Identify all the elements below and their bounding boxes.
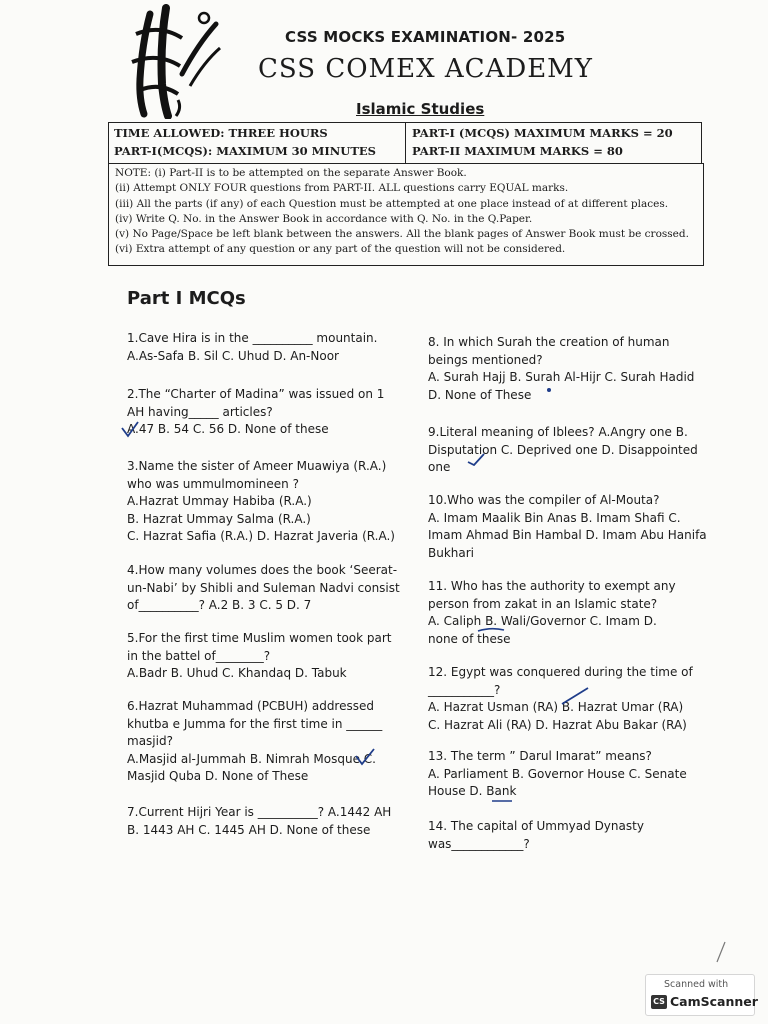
question-1 bbox=[127, 330, 402, 365]
question-line: 14. The capital of Ummyad Dynasty bbox=[428, 819, 644, 833]
question-line: 3.Name the sister of Ameer Muawiya (R.A.) bbox=[127, 459, 387, 473]
question-line: 8. In which Surah the creation of human bbox=[428, 335, 670, 349]
question-line: D. None of These bbox=[428, 387, 532, 402]
marks-table-right bbox=[407, 123, 701, 163]
pen-tick-icon bbox=[560, 686, 590, 708]
question-line: ___________? bbox=[428, 682, 501, 697]
note-line: (ii) Attempt ONLY FOUR questions from PART-II. ALL questions carry EQUAL marks. bbox=[115, 182, 569, 195]
question-line: 10.Who was the compiler of Al-Mouta? bbox=[428, 493, 660, 507]
question-14 bbox=[428, 818, 718, 853]
question-line: Disputation C. Deprived one D. Disappointed bbox=[428, 442, 698, 457]
note-line: (v) No Page/Space be left blank between the answers. All the blank pages of Answer Book must be crossed. bbox=[115, 228, 689, 241]
question-11 bbox=[428, 578, 718, 648]
question-8 bbox=[428, 334, 718, 404]
pen-tick-icon bbox=[120, 420, 140, 440]
marks-table-left bbox=[109, 123, 406, 163]
pen-underline-icon bbox=[476, 626, 506, 634]
section-title: Part I MCQs bbox=[127, 288, 246, 309]
question-line: A. Caliph B. Wali/Governor C. Imam D. bbox=[428, 614, 657, 628]
question-13 bbox=[428, 748, 718, 801]
question-line: beings mentioned? bbox=[428, 352, 543, 367]
pen-underline-icon bbox=[490, 798, 514, 804]
question-line: B. 1443 AH C. 1445 AH D. None of these bbox=[127, 822, 371, 837]
question-line: person from zakat in an Islamic state? bbox=[428, 596, 658, 611]
question-10 bbox=[428, 492, 718, 562]
question-6 bbox=[127, 698, 402, 786]
question-line: Bukhari bbox=[428, 545, 475, 560]
question-line: of__________? A.2 B. 3 C. 5 D. 7 bbox=[127, 598, 312, 612]
question-line: A. Imam Maalik Bin Anas B. Imam Shafi C. bbox=[428, 510, 681, 525]
camscanner-logo-icon: CS bbox=[651, 995, 667, 1009]
question-line: House D. Bank bbox=[428, 784, 517, 798]
subject-title: Islamic Studies bbox=[356, 100, 485, 118]
note-line: (iii) All the parts (if any) of each Question must be attempted at one place instead of at different places. bbox=[115, 197, 669, 210]
question-3 bbox=[127, 458, 402, 546]
scanner-brand: CamScanner bbox=[670, 994, 758, 1009]
question-line: 12. Egypt was conquered during the time of bbox=[428, 665, 693, 679]
scanner-caption: Scanned with bbox=[664, 979, 729, 990]
question-line: 6.Hazrat Muhammad (PCBUH) addressed bbox=[127, 699, 374, 713]
question-line: Imam Ahmad Bin Hambal D. Imam Abu Hanifa bbox=[428, 528, 707, 542]
question-line: un-Nabi’ by Shibli and Suleman Nadvi consist bbox=[127, 580, 400, 595]
question-line: khutba e Jumma for the first time in ______ bbox=[127, 716, 383, 731]
academy-name: CSS COMEX ACADEMY bbox=[258, 54, 593, 84]
pen-tick-icon bbox=[466, 452, 486, 466]
question-7 bbox=[127, 804, 402, 839]
time-allowed: TIME ALLOWED: THREE HOURS bbox=[114, 126, 328, 140]
marks-table bbox=[108, 122, 702, 164]
question-line: masjid? bbox=[127, 734, 173, 748]
question-5 bbox=[127, 630, 402, 683]
academy-logo-icon bbox=[120, 4, 230, 119]
instructions-box bbox=[108, 163, 704, 266]
part1-marks: PART-I (MCQS) MAXIMUM MARKS = 20 bbox=[412, 126, 673, 140]
question-4 bbox=[127, 562, 402, 615]
part1-time: PART-I(MCQS): MAXIMUM 30 MINUTES bbox=[114, 144, 376, 158]
question-line: A.Badr B. Uhud C. Khandaq D. Tabuk bbox=[127, 666, 347, 680]
note-line: (iv) Write Q. No. in the Answer Book in accordance with Q. No. in the Q.Paper. bbox=[115, 212, 533, 225]
question-line: one bbox=[428, 460, 451, 474]
question-line: A. Parliament B. Governor House C. Senate bbox=[428, 766, 687, 781]
question-line: C. Hazrat Safia (R.A.) D. Hazrat Javeria (R.A.) bbox=[127, 529, 395, 543]
question-line: A.As-Safa B. Sil C. Uhud D. An-Noor bbox=[127, 348, 339, 363]
question-9 bbox=[428, 424, 718, 477]
part2-marks: PART-II MAXIMUM MARKS = 80 bbox=[412, 144, 623, 158]
pen-dot-icon bbox=[545, 386, 553, 394]
question-line: 1.Cave Hira is in the __________ mountain. bbox=[127, 331, 378, 345]
question-line: A.47 B. 54 C. 56 D. None of these bbox=[127, 422, 329, 436]
pen-tick-icon bbox=[354, 746, 376, 768]
question-line: Masjid Quba D. None of These bbox=[127, 769, 309, 783]
question-line: 5.For the first time Muslim women took part bbox=[127, 631, 392, 645]
exam-title: CSS MOCKS EXAMINATION- 2025 bbox=[285, 28, 566, 46]
question-line: A.Hazrat Ummay Habiba (R.A.) bbox=[127, 494, 312, 508]
question-line: A. Surah Hajj B. Surah Al-Hijr C. Surah Hadid bbox=[428, 370, 695, 384]
question-line: 13. The term ” Darul Imarat” means? bbox=[428, 749, 652, 763]
question-line: A. Hazrat Usman (RA) B. Hazrat Umar (RA) bbox=[428, 700, 684, 714]
question-line: none of these bbox=[428, 631, 511, 646]
camscanner-watermark bbox=[645, 974, 758, 1016]
question-line: A.Masjid al-Jummah B. Nimrah Mosque C. bbox=[127, 751, 376, 766]
question-line: 11. Who has the authority to exempt any bbox=[428, 579, 676, 593]
question-line: 9.Literal meaning of Iblees? A.Angry one B. bbox=[428, 425, 688, 439]
question-line: in the battel of________? bbox=[127, 648, 271, 663]
question-line: 2.The “Charter of Madina” was issued on 1 bbox=[127, 387, 385, 401]
question-line: B. Hazrat Ummay Salma (R.A.) bbox=[127, 511, 311, 526]
note-line: NOTE: (i) Part-II is to be attempted on the separate Answer Book. bbox=[115, 167, 467, 179]
pen-mark-icon bbox=[714, 940, 728, 964]
question-2 bbox=[127, 386, 402, 439]
question-line: 4.How many volumes does the book ‘Seerat- bbox=[127, 563, 398, 577]
question-line: AH having_____ articles? bbox=[127, 404, 273, 419]
note-line: (vi) Extra attempt of any question or any part of the question will not be considered. bbox=[115, 243, 566, 256]
question-line: 7.Current Hijri Year is __________? A.1442 AH bbox=[127, 805, 392, 819]
question-line: who was ummulmomineen ? bbox=[127, 476, 299, 491]
question-line: was____________? bbox=[428, 836, 530, 851]
question-line: C. Hazrat Ali (RA) D. Hazrat Abu Bakar (RA) bbox=[428, 717, 687, 732]
